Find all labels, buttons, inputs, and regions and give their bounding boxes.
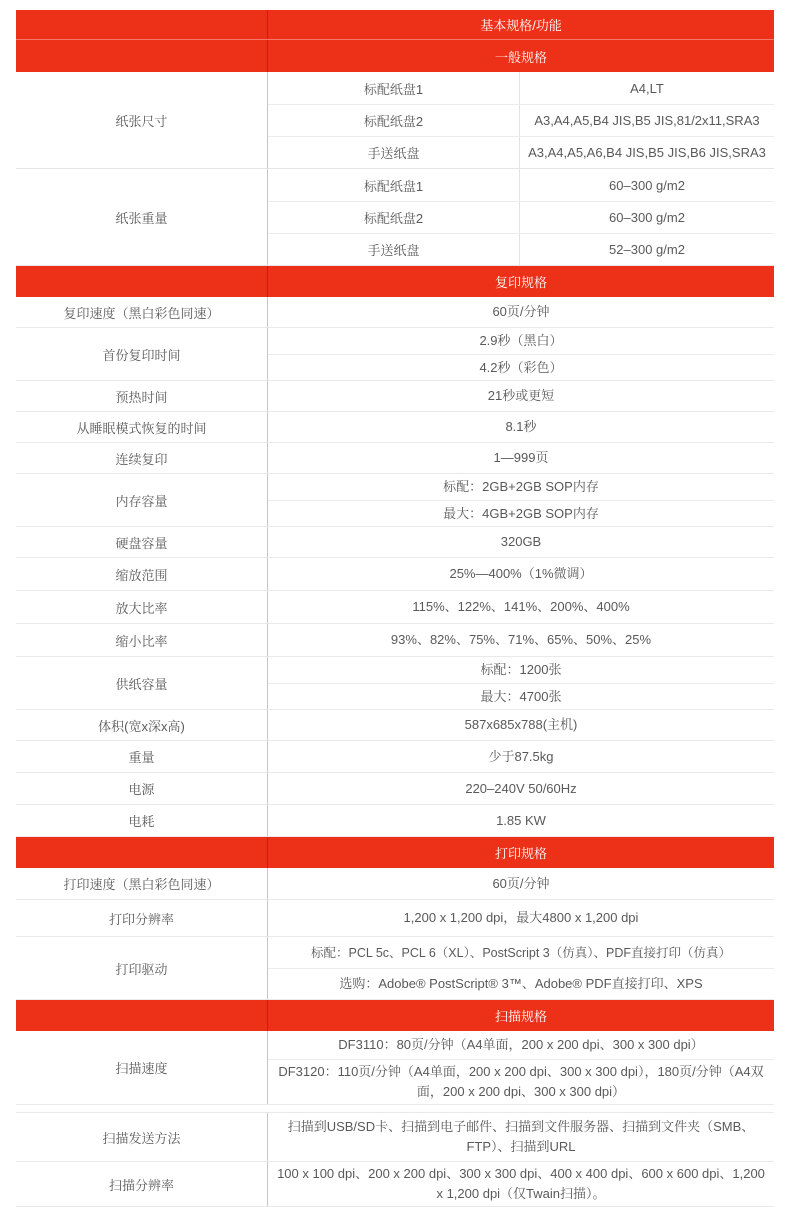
table-row-dimensions xyxy=(16,710,774,741)
band-print-title: 打印规格 xyxy=(494,846,547,861)
paper-size-tray1-name: 标配纸盘1 xyxy=(268,72,520,104)
row-label: 打印速度（黑白彩色同速） xyxy=(16,868,268,899)
paper-size-rows xyxy=(268,72,774,168)
table-row-sleep-recovery xyxy=(16,412,774,443)
table-row xyxy=(268,169,774,201)
table-row-memory xyxy=(16,474,774,527)
row-value: 60页/分钟 xyxy=(492,875,550,891)
paper-size-tray1-value: A4,LT xyxy=(630,80,664,96)
band-print xyxy=(16,837,774,868)
band-general xyxy=(16,40,774,72)
spec-table xyxy=(16,10,774,1207)
table-row-reduce-ratio xyxy=(16,624,774,657)
table-row-enlarge-ratio xyxy=(16,591,774,624)
band-general-left-cell xyxy=(16,40,268,72)
row-value: 标配：2GB+2GB SOP内存 xyxy=(443,479,599,494)
band-scan-title: 扫描规格 xyxy=(494,1009,547,1024)
table-row xyxy=(268,104,774,136)
band-print-left-cell xyxy=(16,837,268,868)
row-label: 重量 xyxy=(16,741,268,772)
row-label: 放大比率 xyxy=(16,591,268,623)
row-value: 4.2秒（彩色） xyxy=(268,354,774,380)
row-value: 1—999页 xyxy=(493,450,549,465)
table-row-power-consumption xyxy=(16,805,774,837)
table-row-weight xyxy=(16,741,774,773)
row-label: 缩放范围 xyxy=(16,558,268,590)
row-value: 60页/分钟 xyxy=(492,304,550,319)
table-row-print-driver xyxy=(16,937,774,1000)
table-row-print-resolution xyxy=(16,900,774,937)
paper-size-tray2-name: 标配纸盘2 xyxy=(268,105,520,136)
table-row-power-supply xyxy=(16,773,774,805)
table-row-warmup-time xyxy=(16,381,774,412)
row-value: 选购：Adobe® PostScript® 3™、Adobe® PDF直接打印、XPS xyxy=(268,968,774,999)
row-label: 内存容量 xyxy=(16,474,268,526)
table-row-zoom-range xyxy=(16,558,774,591)
band-copy-title: 复印规格 xyxy=(494,275,547,290)
table-row xyxy=(268,201,774,233)
table-row-scan-resolution xyxy=(16,1162,774,1207)
paper-size-tray2-value: A3,A4,A5,B4 JIS,B5 JIS,81/2x11,SRA3 xyxy=(534,113,760,128)
row-label: 电耗 xyxy=(16,805,268,836)
row-value: 最大：4700张 xyxy=(268,683,774,709)
row-value: 100 x 100 dpi、200 x 200 dpi、300 x 300 dpi、400 x 400 dpi、600 x 600 dpi、1,200 x 1,200 dpi（仅Twain扫描）。 xyxy=(277,1166,765,1201)
paper-weight-bypass-value: 52–300 g/m2 xyxy=(609,242,685,257)
band-basic-title: 基本规格/功能 xyxy=(480,18,562,33)
row-value: 320GB xyxy=(500,534,542,549)
band-copy-left-cell xyxy=(16,266,268,297)
row-label: 打印分辨率 xyxy=(16,900,268,936)
row-label: 供纸容量 xyxy=(16,657,268,709)
band-basic xyxy=(16,10,774,40)
row-value: 587x685x788(主机) xyxy=(464,717,578,732)
table-row xyxy=(268,136,774,168)
band-general-title: 一般规格 xyxy=(494,49,547,65)
band-scan-left-cell xyxy=(16,1000,268,1031)
table-row-first-copy-time xyxy=(16,328,774,381)
paper-weight-tray1-name: 标配纸盘1 xyxy=(268,169,520,201)
row-value: 220–240V 50/60Hz xyxy=(465,780,577,796)
paper-size-group xyxy=(16,72,774,169)
row-label: 打印驱动 xyxy=(16,937,268,999)
paper-size-bypass-name: 手送纸盘 xyxy=(268,137,520,168)
paper-size-label: 纸张尺寸 xyxy=(16,72,268,168)
paper-weight-tray2-value: 60–300 g/m2 xyxy=(609,210,685,225)
row-value: 少于87.5kg xyxy=(488,748,554,764)
paper-weight-rows xyxy=(268,169,774,265)
row-label: 复印速度（黑白彩色同速） xyxy=(16,297,268,327)
paper-weight-tray1-value: 60–300 g/m2 xyxy=(609,177,685,193)
table-row-paper-capacity xyxy=(16,657,774,710)
row-value: 标配：1200张 xyxy=(480,662,562,677)
paper-weight-tray2-name: 标配纸盘2 xyxy=(268,202,520,233)
table-row-scan-speed xyxy=(16,1031,774,1105)
row-value: 115%、122%、141%、200%、400% xyxy=(412,599,630,614)
row-label: 预热时间 xyxy=(16,381,268,411)
table-row-hdd xyxy=(16,527,774,558)
row-label: 硬盘容量 xyxy=(16,527,268,557)
table-row-print-speed xyxy=(16,868,774,900)
row-value: 最大：4GB+2GB SOP内存 xyxy=(268,500,774,526)
row-value: 93%、82%、75%、71%、65%、50%、25% xyxy=(390,632,652,647)
row-label: 扫描速度 xyxy=(16,1031,268,1104)
table-row-copy-speed xyxy=(16,297,774,328)
row-value: 21秒或更短 xyxy=(487,388,555,403)
table-row xyxy=(268,233,774,265)
row-label: 从睡眠模式恢复的时间 xyxy=(16,412,268,442)
band-scan xyxy=(16,1000,774,1031)
paper-weight-label: 纸张重量 xyxy=(16,169,268,265)
table-row-continuous-copy xyxy=(16,443,774,474)
band-basic-left-cell xyxy=(16,10,268,39)
row-label: 缩小比率 xyxy=(16,624,268,656)
table-row-scan-destinations xyxy=(16,1112,774,1162)
row-value: 1.85 KW xyxy=(496,812,546,828)
row-label: 电源 xyxy=(16,773,268,804)
row-value: 标配：PCL 5c、PCL 6（XL）、PostScript 3（仿真）、PDF直接打印（仿真） xyxy=(311,945,731,960)
section-splice-gap xyxy=(16,1105,774,1112)
row-label: 首份复印时间 xyxy=(16,328,268,380)
row-value: 8.1秒 xyxy=(505,419,537,434)
row-value: DF3120：110页/分钟（A4单面，200 x 200 dpi、300 x 300 dpi），180页/分钟（A4双面，200 x 200 dpi、300 x 300 dpi） xyxy=(268,1059,774,1104)
paper-weight-bypass-name: 手送纸盘 xyxy=(268,234,520,265)
row-value: 扫描到USB/SD卡、扫描到电子邮件、扫描到文件服务器、扫描到文件夹（SMB、FTP）、扫描到URL xyxy=(287,1119,755,1154)
row-value: 25%—400%（1%微调） xyxy=(449,566,593,581)
paper-size-bypass-value: A3,A4,A5,A6,B4 JIS,B5 JIS,B6 JIS,SRA3 xyxy=(528,145,766,160)
row-label: 体积(宽x深x高) xyxy=(16,710,268,740)
row-label: 扫描分辨率 xyxy=(16,1162,268,1206)
row-value: 2.9秒（黑白） xyxy=(479,333,563,348)
paper-weight-group xyxy=(16,169,774,266)
band-copy xyxy=(16,266,774,297)
row-value: DF3110：80页/分钟（A4单面，200 x 200 dpi、300 x 300 dpi） xyxy=(338,1037,704,1052)
table-row xyxy=(268,72,774,104)
row-label: 连续复印 xyxy=(16,443,268,473)
row-value: 1,200 x 1,200 dpi，最大4800 x 1,200 dpi xyxy=(403,910,639,925)
row-label: 扫描发送方法 xyxy=(16,1113,268,1161)
